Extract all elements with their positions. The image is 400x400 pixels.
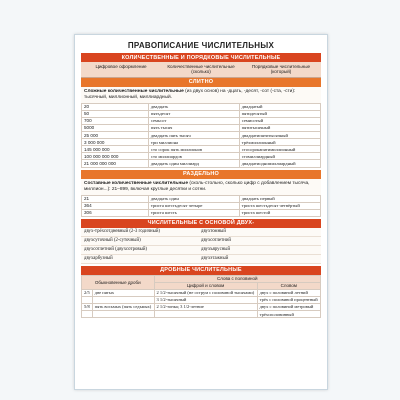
fraction-word-cell: пять восьмых (пять седьмых) xyxy=(92,304,154,311)
list-item xyxy=(81,228,321,237)
table-row xyxy=(82,202,321,209)
fraction-word-cell xyxy=(92,311,154,318)
section-bar-together: СЛИТНО xyxy=(81,78,321,87)
half-word-cell: трёх с половиной процентный xyxy=(257,296,320,303)
separate-rule-keyword: Составные количественные числительные xyxy=(84,180,189,186)
cardinal-cell: триста шестьдесят четыре xyxy=(148,202,239,209)
cardinal-cell: двадцать один xyxy=(148,195,239,202)
digit-cell: 364 xyxy=(82,202,149,209)
dvukh-left: двухарбузный xyxy=(84,255,113,261)
digit-cell: 3 000 000 xyxy=(82,139,149,146)
fraction-cell: 5/8 xyxy=(82,304,93,311)
ordinal-cell: триста шестой xyxy=(239,209,320,216)
cardinal-cell: триста шесть xyxy=(148,209,239,216)
table-row xyxy=(82,117,321,124)
digit-cell: 306 xyxy=(82,209,149,216)
column-headers xyxy=(81,62,321,78)
cardinal-cell: семьсот xyxy=(148,117,239,124)
numerals-spelling-sheet xyxy=(74,34,328,390)
dvukh-right: двухъярусный xyxy=(201,246,231,252)
table-row xyxy=(82,103,321,110)
half-word-cell: трёхсполовинный xyxy=(257,311,320,318)
ordinal-cell: стосорокапятимиллионный xyxy=(239,146,320,153)
cardinal-cell: сто сорок пять миллионов xyxy=(148,146,239,153)
separate-table xyxy=(81,195,321,217)
table-row xyxy=(82,195,321,202)
half-digit-cell: 2 1/2-тысячный (не острум с половиной тысячами) xyxy=(154,289,257,296)
ordinal-cell: трёхмиллионный xyxy=(239,139,320,146)
section-bar-fractions: ДРОБНЫЕ ЧИСЛИТЕЛЬНЫЕ xyxy=(81,266,321,275)
cardinal-cell: двадцать xyxy=(148,103,239,110)
dvukh-right: двухсотлетний xyxy=(201,237,231,243)
together-rule-text: (из двух основ) на -дцать, -десят, -сот (-ста, -сти): тысячный, миллионный, миллиардный. xyxy=(84,88,296,100)
list-item xyxy=(81,246,321,255)
fraction-cell xyxy=(82,296,93,303)
section-bar-dvukh: ЧИСЛИТЕЛЬНЫЕ С ОСНОВОЙ ДВУХ- xyxy=(81,219,321,228)
col-header-digits: Цифровое оформление xyxy=(95,64,147,69)
half-digit-cell: 3 1/2-тысячный xyxy=(154,296,257,303)
fractions-head-common: Обыкновенные дроби xyxy=(82,275,155,289)
section-bar-cardinal-ordinal: КОЛИЧЕСТВЕННЫЕ И ПОРЯДКОВЫЕ ЧИСЛИТЕЛЬНЫЕ xyxy=(81,53,321,62)
fraction-word-cell xyxy=(92,296,154,303)
list-item xyxy=(81,255,321,264)
digit-cell: 20 xyxy=(82,103,149,110)
together-table xyxy=(81,103,321,168)
ordinal-cell: двадцатый xyxy=(239,103,320,110)
table-row xyxy=(82,110,321,117)
table-row xyxy=(82,139,321,146)
section-bar-separate: РАЗДЕЛЬНО xyxy=(81,170,321,179)
col-header-ordinal: Порядковые числительные (который) xyxy=(251,64,311,75)
fractions-table xyxy=(81,275,321,318)
list-item xyxy=(81,237,321,246)
table-row xyxy=(82,146,321,153)
table-row xyxy=(82,296,321,303)
cardinal-cell: двадцать пять тысяч xyxy=(148,132,239,139)
digit-cell: 50 xyxy=(82,110,149,117)
digit-cell: 21 xyxy=(82,195,149,202)
dvukh-list xyxy=(81,228,321,264)
digit-cell: 5000 xyxy=(82,125,149,132)
table-row xyxy=(82,209,321,216)
table-row xyxy=(82,125,321,132)
digit-cell: 100 000 000 000 xyxy=(82,153,149,160)
dvukh-left: двухсотлетний (двухсотровый) xyxy=(84,246,148,252)
col-header-cardinal: Количественные числительные (сколько) xyxy=(167,64,235,75)
half-word-cell: двух с половиной летний xyxy=(257,289,320,296)
digit-cell: 700 xyxy=(82,117,149,124)
ordinal-cell: семисотый xyxy=(239,117,320,124)
ordinal-cell: двадцать первый xyxy=(239,195,320,202)
half-digit-cell xyxy=(154,311,257,318)
ordinal-cell: триста шестьдесят четвёртый xyxy=(239,202,320,209)
ordinal-cell: стомиллиардный xyxy=(239,153,320,160)
cardinal-cell: пятьдесят xyxy=(148,110,239,117)
cardinal-cell: пять тысяч xyxy=(148,125,239,132)
fractions-head-digit-word: Цифрой и словом xyxy=(154,282,257,289)
dvukh-left: двухсуточный (2-суточный) xyxy=(84,237,141,243)
half-digit-cell: 2 1/2-тонка; 3 1/2-летние xyxy=(154,304,257,311)
dvukh-right: двухэтажный xyxy=(201,255,229,261)
fractions-header-row xyxy=(82,275,321,282)
table-row xyxy=(82,160,321,167)
table-row xyxy=(82,289,321,296)
together-rule xyxy=(81,87,321,103)
half-word-cell: двух с половиной метровый xyxy=(257,304,320,311)
ordinal-cell: пятитысячный xyxy=(239,125,320,132)
ordinal-cell: двадцатипятитысячный xyxy=(239,132,320,139)
ordinal-cell: двадцатиодномиллиардный xyxy=(239,160,320,167)
separate-rule xyxy=(81,179,321,195)
table-row xyxy=(82,304,321,311)
table-row xyxy=(82,153,321,160)
cardinal-cell: двадцать один миллиард xyxy=(148,160,239,167)
digit-cell: 145 000 000 xyxy=(82,146,149,153)
digit-cell: 21 000 000 000 xyxy=(82,160,149,167)
together-rule-keyword: Сложные количественные числительные xyxy=(84,88,184,94)
cardinal-cell: три миллиона xyxy=(148,139,239,146)
table-row xyxy=(82,311,321,318)
sheet-title: ПРАВОПИСАНИЕ ЧИСЛИТЕЛЬНЫХ xyxy=(127,41,275,50)
fractions-head-half: Слова с половиной xyxy=(154,275,321,282)
dvukh-left: двух-трёхсотдневный (2-3 годичный) xyxy=(84,228,161,234)
fraction-word-cell: две пятых xyxy=(92,289,154,296)
separate-rule-text: (сколь-стольно, сколько цифр с добавлением тысяча, миллион...): 21–899, включая круглые десятки и сотни. xyxy=(84,180,310,192)
ordinal-cell: пятидесятый xyxy=(239,110,320,117)
digit-cell: 25 000 xyxy=(82,132,149,139)
cardinal-cell: сто миллиардов xyxy=(148,153,239,160)
fraction-cell xyxy=(82,311,93,318)
table-row xyxy=(82,132,321,139)
fractions-head-word: Словом xyxy=(257,282,320,289)
fraction-cell: 2/5 xyxy=(82,289,93,296)
dvukh-right: двухтомный xyxy=(201,228,226,234)
